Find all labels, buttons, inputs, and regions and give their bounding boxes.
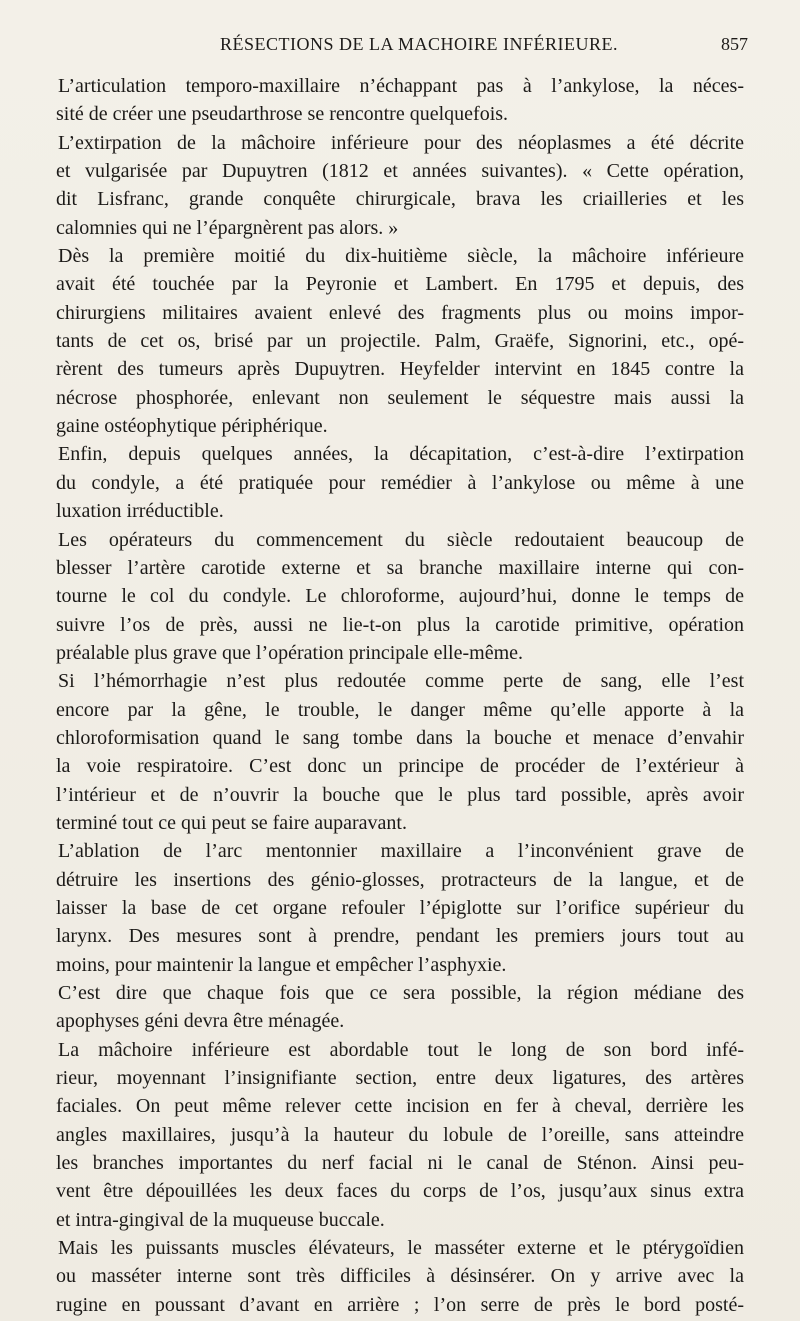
text-line: La mâchoire inférieure est abordable tout le long de son bord infé- (58, 1038, 744, 1061)
text-line: sité de créer une pseudarthrose se rencontre quelquefois. (56, 103, 509, 126)
text-line: laisser la base de cet organe refouler l’épiglotte sur l’orifice supérieur du (56, 896, 744, 919)
text-line: chirurgiens militaires avaient enlevé des fragments plus ou moins impor- (56, 301, 744, 324)
text-line: angles maxillaires, jusqu’à la hauteur du lobule de l’oreille, sans atteindre (56, 1123, 744, 1146)
text-line: Enfin, depuis quelques années, la décapitation, c’est-à-dire l’extirpation (58, 443, 744, 466)
text-line: et vulgarisée par Dupuytren (1812 et années suivantes). « Cette opération, (56, 160, 744, 183)
text-line: chloroformisation quand le sang tombe dans la bouche et menace d’envahir (56, 726, 744, 749)
text-line: blesser l’artère carotide externe et sa branche maxillaire interne qui con- (56, 556, 744, 579)
page-number: 857 (721, 34, 748, 54)
text-line: moins, pour maintenir la langue et empêcher l’asphyxie. (56, 953, 507, 976)
text-line: nécrose phosphorée, enlevant non seulement le séquestre mais aussi la (56, 386, 744, 409)
body-text (56, 72, 744, 1319)
text-line: faciales. On peut même relever cette incision en fer à cheval, derrière les (56, 1095, 744, 1118)
text-line: Si l’hémorrhagie n’est plus redoutée comme perte de sang, elle l’est (58, 670, 744, 693)
text-line: L’ablation de l’arc mentonnier maxillaire a l’inconvénient grave de (58, 840, 744, 863)
text-line: ou masséter interne sont très difficiles à désinsérer. On y arrive avec la (56, 1265, 744, 1288)
text-line: gaine ostéophytique périphérique. (56, 415, 328, 438)
text-line: avait été touchée par la Peyronie et Lambert. En 1795 et depuis, des (56, 273, 744, 296)
text-line: terminé tout ce qui peut se faire auparavant. (56, 811, 407, 834)
text-line: l’intérieur et de n’ouvrir la bouche que le plus tard possible, après avoir (56, 783, 744, 806)
running-title: RÉSECTIONS DE LA MACHOIRE INFÉRIEURE. (219, 34, 618, 54)
text-line: détruire les insertions des génio-glosses, protracteurs de la langue, et de (56, 868, 744, 891)
text-line: Dès la première moitié du dix-huitième siècle, la mâchoire inférieure (58, 245, 744, 268)
text-line: apophyses géni devra être ménagée. (56, 1010, 345, 1033)
text-line: rieur, moyennant l’insignifiante section, entre deux ligatures, des artères (56, 1067, 744, 1090)
text-line: préalable plus grave que l’opération principale elle-même. (56, 641, 524, 664)
text-line: les branches importantes du nerf facial ni le canal de Sténon. Ainsi peu- (56, 1152, 744, 1175)
text-line: la voie respiratoire. C’est donc un principe de procéder de l’extérieur à (56, 755, 744, 778)
text-line: dit Lisfranc, grande conquête chirurgicale, brava les criailleries et les (56, 188, 744, 211)
text-line: Mais les puissants muscles élévateurs, le masséter externe et le ptérygoïdien (58, 1237, 744, 1260)
text-line: rèrent des tumeurs après Dupuytren. Heyfelder intervint en 1845 contre la (56, 358, 744, 381)
text-line: tourne le col du condyle. Le chloroforme, aujourd’hui, donne le temps de (56, 585, 744, 608)
text-line: calomnies qui ne l’épargnèrent pas alors. » (56, 216, 399, 239)
text-line: du condyle, a été pratiquée pour remédier à l’ankylose ou même à une (56, 471, 744, 494)
text-line: rugine en poussant d’avant en arrière ; l’on serre de près le bord posté- (56, 1293, 744, 1316)
page-header (90, 28, 748, 62)
text-line: vent être dépouillées les deux faces du corps de l’os, jusqu’aux sinus extra (56, 1180, 744, 1203)
text-line: larynx. Des mesures sont à prendre, pendant les premiers jours tout au (56, 925, 744, 948)
text-line: tants de cet os, brisé par un projectile. Palm, Graëfe, Signorini, etc., opé- (56, 330, 744, 353)
text-line: L’extirpation de la mâchoire inférieure pour des néoplasmes a été décrite (58, 131, 744, 154)
text-line: et intra-gingival de la muqueuse buccale. (56, 1208, 385, 1231)
text-line: encore par la gêne, le trouble, le danger même qu’elle apporte à la (56, 698, 744, 721)
text-line: luxation irréductible. (56, 500, 224, 523)
text-line: Les opérateurs du commencement du siècle redoutaient beaucoup de (58, 528, 744, 551)
text-line: suivre l’os de près, aussi ne lie-t-on plus la carotide primitive, opération (56, 613, 744, 636)
text-line: C’est dire que chaque fois que ce sera possible, la région médiane des (58, 982, 744, 1004)
text-line: L’articulation temporo-maxillaire n’échappant pas à l’ankylose, la néces- (58, 75, 744, 97)
